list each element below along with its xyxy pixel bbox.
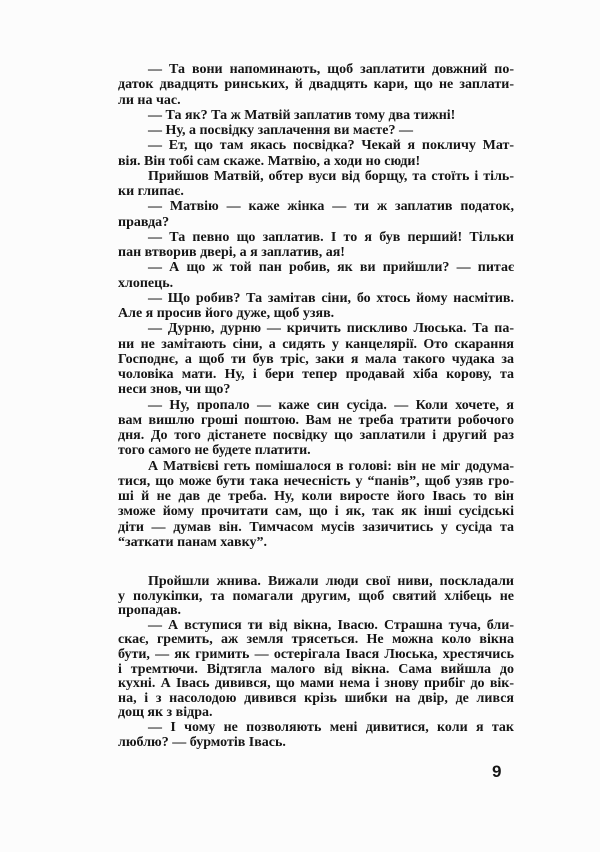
text-line: дощ як з відра. <box>118 705 213 721</box>
text-line: Але я просив його дуже, щоб узяв. <box>118 306 335 321</box>
text-line: — Та певно що заплатив. І то я був перший! Тільки <box>148 229 514 245</box>
text-line: тися, що може бути така нечесність у “панів”, щоб узяв гро- <box>118 473 514 489</box>
text-line: скає, гремить, аж земля трясеться. Не можна коло вікна <box>118 632 514 648</box>
text-line: ки глипає. <box>118 184 184 199</box>
text-line: бути, — як гримить — остерігала Івася Люська, хрестячись <box>118 646 514 662</box>
text-line: — І чому не позволяють мені дивитися, коли я так <box>148 719 514 735</box>
text-line: пропадав. <box>118 603 182 619</box>
text-line: діти — думав він. Тимчасом мусів зазичитись у сусіда та <box>118 519 514 535</box>
text-line: і тремтючи. Відтягла малого від вікна. Сама вийшла до <box>118 661 514 677</box>
text-line: люблю? — бурмотів Івась. <box>118 734 286 750</box>
text-line: того самого не будете платити. <box>118 443 311 459</box>
text-line: вія. Він тобі сам скаже. Матвію, а ходи но сюди! <box>118 153 421 169</box>
text-line: правда? <box>118 214 170 230</box>
text-line: Прийшов Матвій, обтер вуси від борщу, та стоїть і тіль- <box>148 168 514 184</box>
text-block-2 <box>118 575 514 750</box>
text-line: Пройшли жнива. Вижали люди свої ниви, поскладали <box>148 574 514 589</box>
text-line: зможе йому прочитати сам, що і як, так як інші сусідські <box>118 504 514 520</box>
text-line: — Матвію — каже жінка — ти ж заплатив податок, <box>148 199 514 215</box>
text-line: кухні. А Івась дивився, що мами нема і знову прибіг до вік- <box>118 676 514 692</box>
page-number: 9 <box>492 762 502 781</box>
text-line: — Та вони напоминають, щоб заплатити довжний по- <box>148 62 514 77</box>
text-line: — Ну, пропало — каже син сусіда. — Коли хочете, я <box>148 397 514 413</box>
text-line: на, і з насолодою дивився крізь шибки на двір, де лився <box>118 690 514 706</box>
text-line: ли на час. <box>118 92 181 108</box>
text-line: — Що робив? Та замітав сіни, бо хтось йому насмітив. <box>148 290 514 306</box>
text-line: хлопець. <box>118 275 174 291</box>
text-line: А Матвієві геть помішалося в голові: він не міг додума- <box>148 458 514 474</box>
text-line: чоловіка мати. Ну, і бери тепер продавай хіба корову, та <box>118 367 514 382</box>
text-line: неси знов, чи що? <box>118 382 231 398</box>
text-line: — А вступися ти від вікна, Івасю. Страшна туча, бли- <box>148 617 514 633</box>
text-line: даток двадцять ринських, й двадцять кари, що не заплати- <box>118 77 514 93</box>
text-line: — А що ж той пан робив, як ви прийшли? — питає <box>148 260 514 276</box>
text-line: — Дурню, дурню — кричить пискливо Люська. Та па- <box>148 321 514 337</box>
text-line: “заткати панам хавку”. <box>118 534 267 550</box>
text-line: пан втворив двері, а я заплатив, ая! <box>118 245 345 260</box>
text-line: Господнє, а щоб ти був тріс, заки я мала такого чудака за <box>118 351 514 367</box>
text-line: — Ет, що там якась посвідка? Чекай я покличу Мат- <box>148 138 514 154</box>
text-line: у полукіпки, та помагали другим, щоб святий хлібець не <box>118 588 514 604</box>
text-line: ни не замітають сіни, а сидять у канцелярії. Ото скарання <box>118 336 514 352</box>
text-line: дня. До того дістанете посвідку що заплатили і другий раз <box>118 428 514 443</box>
text-line: ші й не дав де треба. Ну, коли виросте його Івась то він <box>118 489 514 504</box>
text-block-1 <box>118 62 514 550</box>
text-line: — Та як? Та ж Матвій заплатив тому два тижні! <box>148 107 456 123</box>
text-line: вам вишлю гроші поштою. Вам не треба тратити робочого <box>118 412 514 428</box>
text-line: — Ну, а посвідку заплачення ви маєте? — <box>148 123 413 138</box>
